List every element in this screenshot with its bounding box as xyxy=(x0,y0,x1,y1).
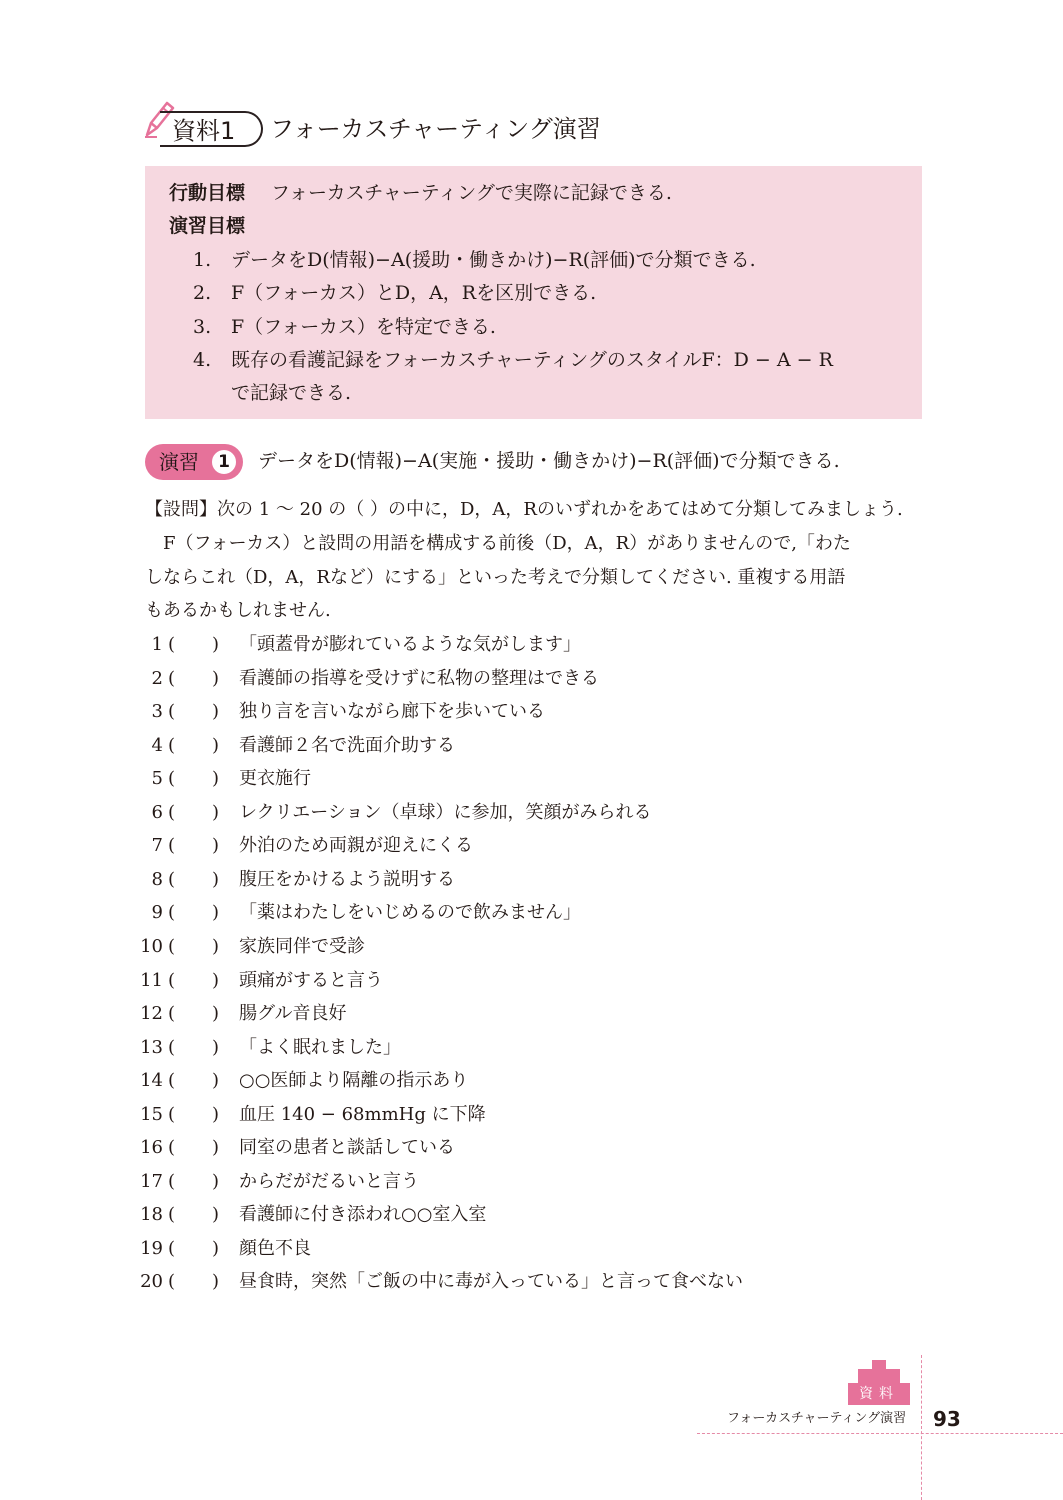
goal-item-number: 1. xyxy=(193,249,212,271)
question-number: 5 xyxy=(151,768,163,790)
answer-blank-close: ) xyxy=(212,935,220,957)
answer-blank-close: ) xyxy=(212,801,220,823)
question-number: 8 xyxy=(151,868,163,890)
question-text: 看護師に付き添われ○○室入室 xyxy=(239,1204,487,1226)
answer-blank-open: ( xyxy=(168,1003,176,1025)
answer-blank-open: ( xyxy=(168,935,176,957)
question-number: 1 xyxy=(151,634,163,655)
answer-blank-close: ) xyxy=(212,969,220,991)
question-text: 昼食時，突然「ご飯の中に毒が入っている」と言って食べない xyxy=(239,1271,743,1293)
answer-blank-open: ( xyxy=(168,768,176,790)
goal-item-text: 既存の看護記録をフォーカスチャーティングのスタイルF：D − A − R xyxy=(231,349,833,371)
answer-blank-close: ) xyxy=(212,1003,220,1025)
answer-blank-close: ) xyxy=(212,768,220,790)
answer-blank-open: ( xyxy=(168,634,176,655)
answer-blank-open: ( xyxy=(168,1271,176,1293)
answer-blank-open: ( xyxy=(168,701,176,723)
answer-blank-close: ) xyxy=(212,734,220,756)
instruction-line: F（フォーカス）と設問の用語を構成する前後（D，A，R）がありませんので,「わた xyxy=(163,533,851,554)
answer-blank-close: ) xyxy=(212,1137,220,1159)
material-label: 資料1 xyxy=(160,111,263,147)
answer-blank-close: ) xyxy=(212,1271,220,1293)
answer-blank-close: ) xyxy=(212,701,220,723)
goals-box xyxy=(145,166,922,419)
action-goal-label: 行動目標 xyxy=(169,182,246,204)
question-number: 17 xyxy=(140,1170,163,1192)
answer-blank-open: ( xyxy=(168,868,176,890)
question-text: 看護師の指導を受けずに私物の整理はできる xyxy=(239,667,599,689)
goal-item-number: 2. xyxy=(193,282,212,304)
exercise-number: 1 xyxy=(209,447,239,477)
footer-tab-label: 資料 xyxy=(848,1383,910,1405)
goal-item-number: 3. xyxy=(193,316,212,338)
footer-vertical-rule xyxy=(921,1355,922,1500)
question-text: 外泊のため両親が迎えにくる xyxy=(239,835,473,857)
question-number: 19 xyxy=(140,1237,163,1259)
exercise-label: 演習 xyxy=(159,450,199,474)
answer-blank-close: ) xyxy=(212,1204,220,1226)
goal-item-continuation: で記録できる. xyxy=(231,382,352,404)
exercise-goal-label: 演習目標 xyxy=(169,215,246,237)
question-number: 6 xyxy=(151,801,163,823)
answer-blank-open: ( xyxy=(168,801,176,823)
footer-title: フォーカスチャーティング演習 xyxy=(727,1411,907,1426)
answer-blank-open: ( xyxy=(168,1170,176,1192)
question-number: 18 xyxy=(140,1204,163,1226)
question-text: 「薬はわたしをいじめるので飲みません」 xyxy=(239,902,581,924)
question-text: 「頭蓋骨が膨れているような気がします」 xyxy=(239,634,581,655)
answer-blank-close: ) xyxy=(212,634,220,655)
question-text: からだがだるいと言う xyxy=(239,1170,419,1192)
answer-blank-open: ( xyxy=(168,1036,176,1058)
question-number: 7 xyxy=(151,835,163,857)
question-text: 独り言を言いながら廊下を歩いている xyxy=(239,701,545,723)
question-text: 頭痛がすると言う xyxy=(239,969,383,991)
question-text: 看護師２名で洗面介助する xyxy=(239,734,455,756)
question-text: 同室の患者と談話している xyxy=(239,1137,455,1159)
answer-blank-open: ( xyxy=(168,1204,176,1226)
answer-blank-open: ( xyxy=(168,1237,176,1259)
answer-blank-close: ) xyxy=(212,835,220,857)
goal-item-number: 4. xyxy=(193,349,212,371)
answer-blank-close: ) xyxy=(212,1237,220,1259)
answer-blank-close: ) xyxy=(212,1103,220,1125)
exercise-title: データをD(情報)−A(実施・援助・働きかけ)−R(評価)で分類できる. xyxy=(258,450,840,472)
answer-blank-close: ) xyxy=(212,667,220,689)
question-text: 血圧 140 − 68mmHg に下降 xyxy=(239,1103,486,1125)
question-number: 10 xyxy=(140,935,163,957)
answer-blank-open: ( xyxy=(168,902,176,924)
question-number: 13 xyxy=(140,1036,163,1058)
answer-blank-open: ( xyxy=(168,1103,176,1125)
answer-blank-open: ( xyxy=(168,667,176,689)
answer-blank-close: ) xyxy=(212,1070,220,1092)
question-text: 腹圧をかけるよう説明する xyxy=(239,868,455,890)
answer-blank-close: ) xyxy=(212,868,220,890)
page-number: 93 xyxy=(933,1407,961,1431)
question-number: 11 xyxy=(140,969,163,991)
footer-horizontal-rule xyxy=(697,1433,1063,1434)
question-text: 顔色不良 xyxy=(239,1237,311,1259)
answer-blank-close: ) xyxy=(212,1170,220,1192)
question-number: 12 xyxy=(140,1003,163,1025)
question-text: 腸グル音良好 xyxy=(239,1003,347,1025)
instruction-line: もあるかもしれません. xyxy=(145,600,331,621)
question-number: 3 xyxy=(151,701,163,723)
question-number: 14 xyxy=(140,1070,163,1092)
answer-blank-open: ( xyxy=(168,734,176,756)
action-goal-text: フォーカスチャーティングで実際に記録できる. xyxy=(271,182,672,204)
answer-blank-close: ) xyxy=(212,902,220,924)
page-title: フォーカスチャーティング演習 xyxy=(270,115,601,143)
goal-item-text: F（フォーカス）を特定できる. xyxy=(231,316,496,338)
question-number: 9 xyxy=(151,902,163,924)
answer-blank-open: ( xyxy=(168,835,176,857)
question-number: 4 xyxy=(151,734,163,756)
question-text: 家族同伴で受診 xyxy=(239,935,365,957)
answer-blank-close: ) xyxy=(212,1036,220,1058)
question-text: 更衣施行 xyxy=(239,768,311,790)
goal-item-text: データをD(情報)−A(援助・働きかけ)−R(評価)で分類できる. xyxy=(231,249,756,271)
question-number: 2 xyxy=(151,667,163,689)
question-number: 15 xyxy=(140,1103,163,1125)
instruction-line: 【設問】次の 1 〜 20 の（ ）の中に，D，A，Rのいずれかをあてはめて分類してみましょう. xyxy=(145,499,903,520)
answer-blank-open: ( xyxy=(168,1137,176,1159)
answer-blank-open: ( xyxy=(168,1070,176,1092)
question-text: レクリエーション（卓球）に参加，笑顔がみられる xyxy=(239,801,652,823)
question-number: 16 xyxy=(140,1137,163,1159)
question-text: ○○医師より隔離の指示あり xyxy=(239,1070,469,1092)
question-text: 「よく眠れました」 xyxy=(239,1036,401,1058)
instruction-line: しならこれ（D，A，Rなど）にする」といった考えで分類してください. 重複する用語 xyxy=(145,567,846,588)
goal-item-text: F（フォーカス）とD，A，Rを区別できる. xyxy=(231,282,597,304)
answer-blank-open: ( xyxy=(168,969,176,991)
question-number: 20 xyxy=(140,1271,163,1293)
